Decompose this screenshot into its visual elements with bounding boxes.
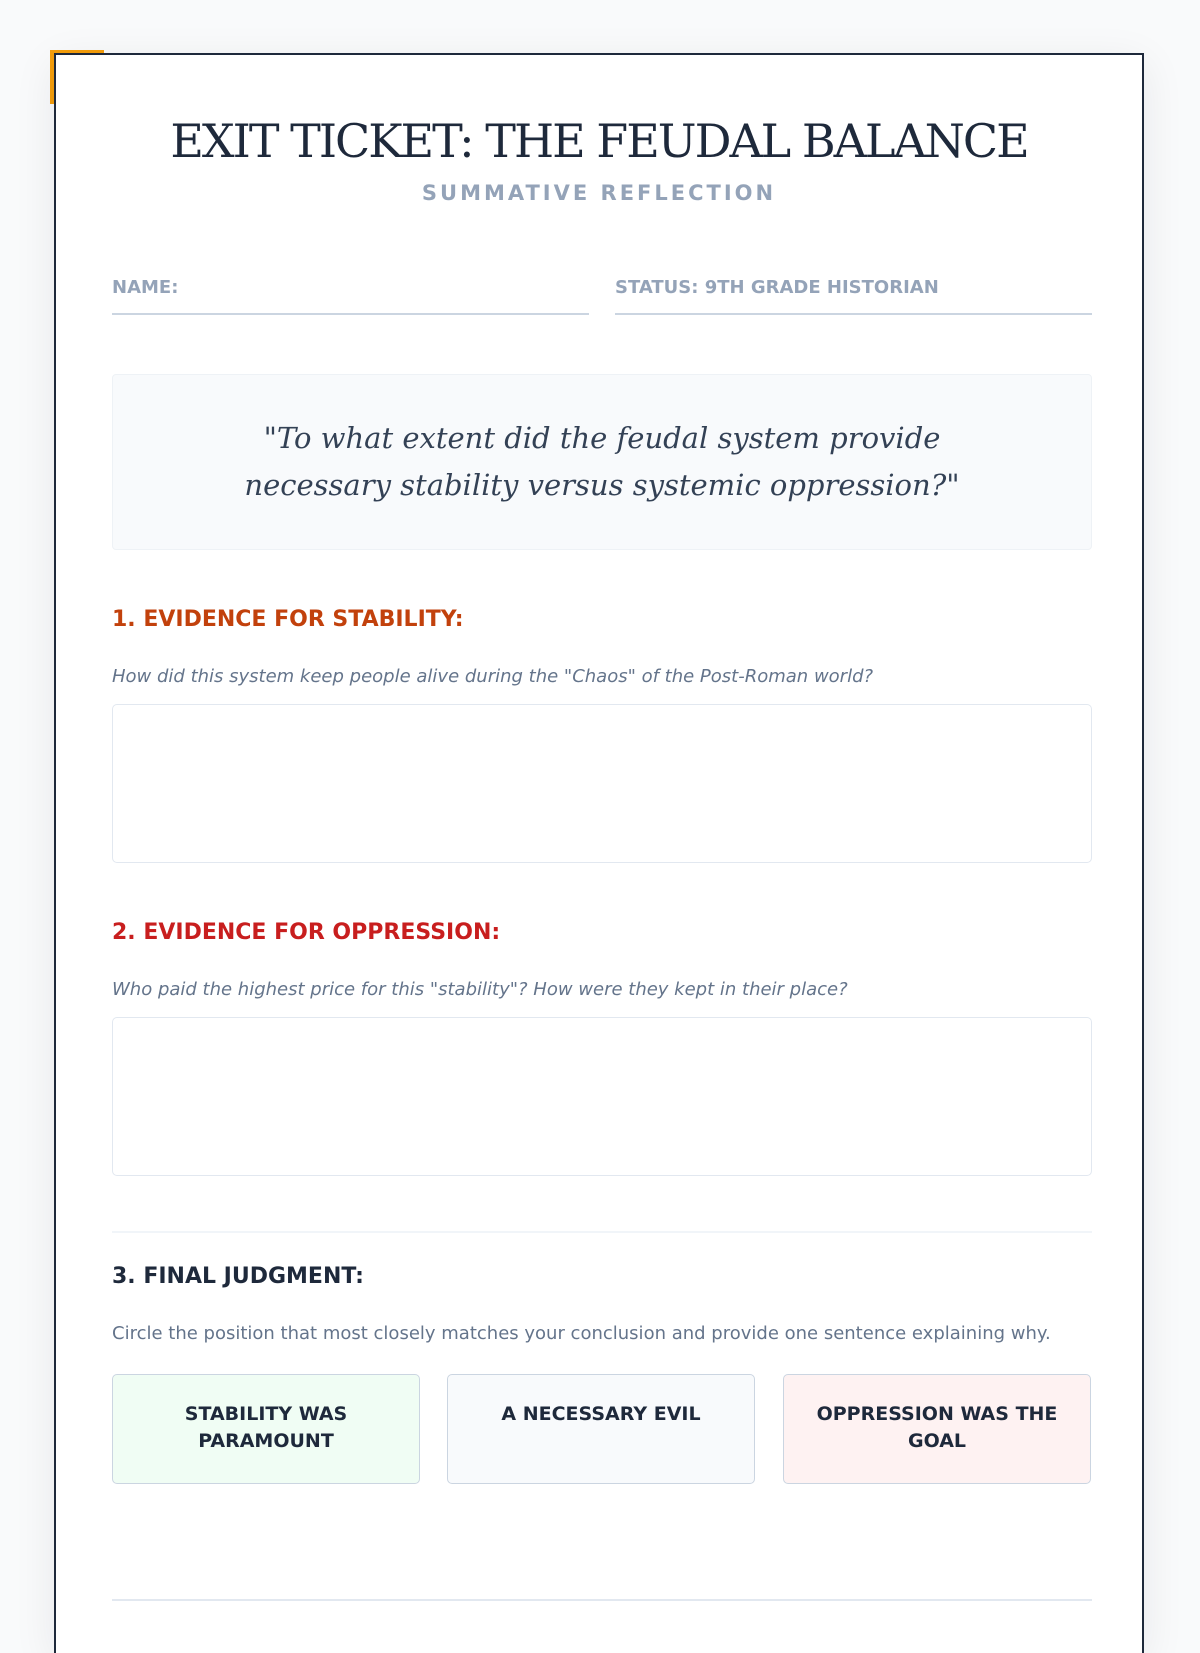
central-question-text: "To what extent did the feudal system provide necessary stability versus systemic oppression?" [244,421,960,502]
option-stability-paramount[interactable] [112,1374,420,1484]
status-field-label: STATUS: 9TH GRADE HISTORIAN [615,277,939,298]
worksheet-subtitle: SUMMATIVE REFLECTION [421,181,777,205]
name-field[interactable] [112,277,589,315]
option-label: STABILITY WAS PARAMOUNT [184,1403,348,1452]
worksheet-title: EXIT TICKET: THE FEUDAL BALANCE [170,114,1028,168]
section-oppression-heading: 2. EVIDENCE FOR OPPRESSION: [112,920,501,945]
section-divider [112,1231,1092,1233]
stability-answer-box[interactable] [112,704,1092,863]
option-oppression-goal[interactable] [783,1374,1091,1484]
status-field [615,277,1092,315]
worksheet-sheet [54,53,1144,1653]
section-judgment-heading: 3. FINAL JUDGMENT: [112,1264,364,1289]
central-question-box [112,374,1092,550]
name-field-label: NAME: [112,277,179,298]
option-necessary-evil[interactable] [447,1374,755,1484]
option-label: OPPRESSION WAS THE GOAL [816,1403,1058,1452]
section-stability-prompt: How did this system keep people alive during the "Chaos" of the Post-Roman world? [112,666,874,687]
section-stability-heading: 1. EVIDENCE FOR STABILITY: [112,607,464,632]
option-label: A NECESSARY EVIL [501,1403,701,1425]
section-oppression-prompt: Who paid the highest price for this "stability"? How were they kept in their place? [112,979,848,1000]
response-line[interactable] [112,1599,1092,1601]
oppression-answer-box[interactable] [112,1017,1092,1176]
section-judgment-instruction: Circle the position that most closely matches your conclusion and provide one sentence explaining why. [112,1323,1051,1344]
